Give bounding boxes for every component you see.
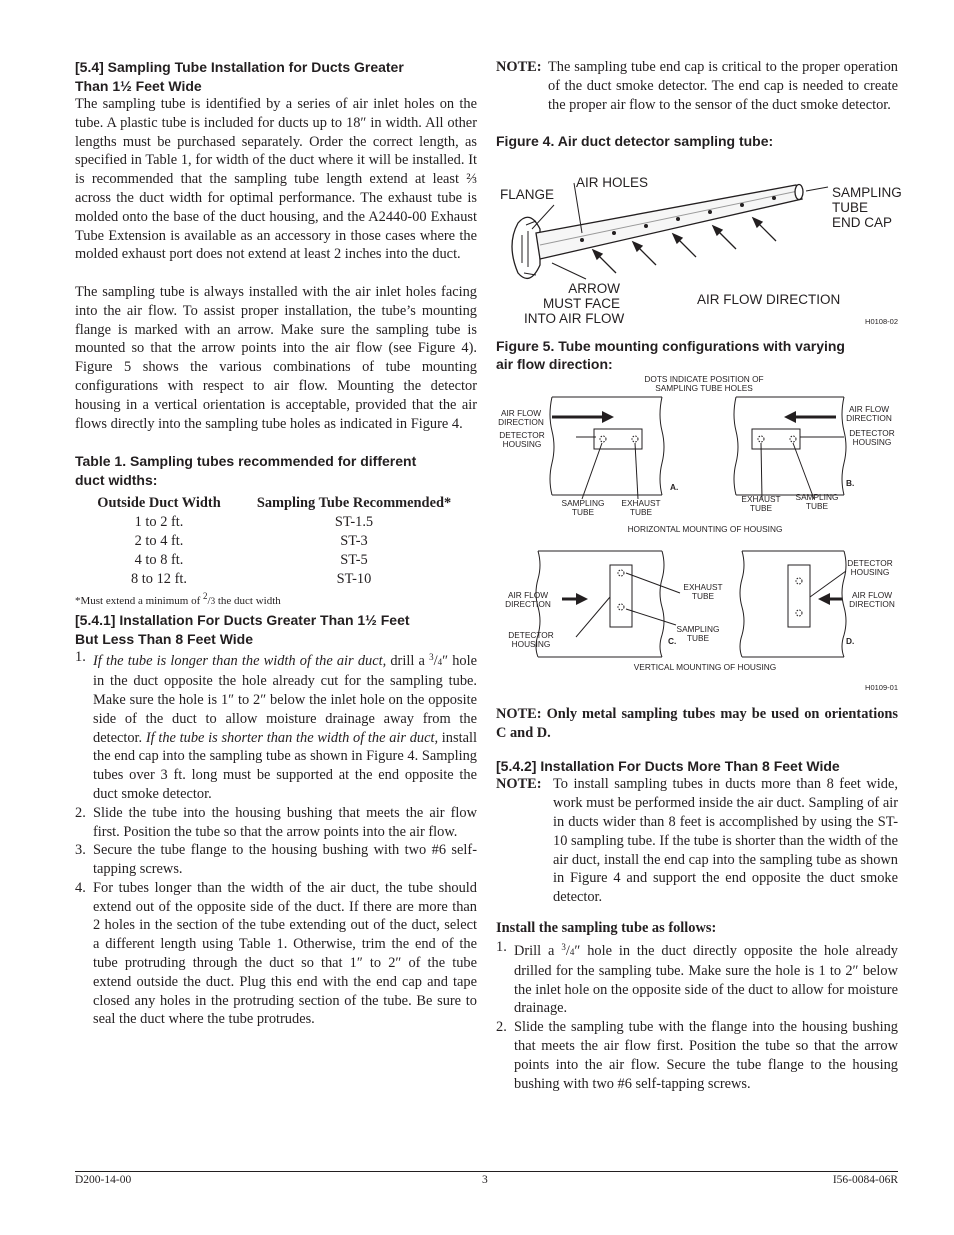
section-5-4-heading: [5.4] Sampling Tube Installation for Ducts Greater Than 1½ Feet Wide: [75, 59, 404, 94]
footer-part-number: I56-0084-06R: [832, 1174, 898, 1186]
table-row: [79, 532, 469, 551]
list-item: 2. Slide the tube into the housing bushing that meets the air flow first. Position the tube so that the arrow points into the air flow.: [75, 804, 477, 840]
section-5-4-paragraph-1: The sampling tube is identified by a series of air inlet holes on the tube. A plastic tube is included for ducts up to 18″ in width. All other lengths must be purchased separately. Order the correct length, as specified in Table 1, for width of the duct where it will be installed. It is recommended that the sampling tube length extend at least ⅔ across the duct width for optimal performance. The exhaust tube is molded onto the base of the duct housing, and the A2440-00 Exhaust Tube Extension is available as an accessory in those cases where the molded exhaust port does not extend at least 2 inches into the duct.: [75, 96, 477, 263]
panel-b-sampling-label: SAMPLING TUBE: [795, 491, 839, 512]
wide-duct-note: NOTE: To install sampling tubes in ducts more than 8 feet wide, work must be performed inside the air duct. Sampling of air in ducts wider than 8 feet is accomplished by using the ST-10 sampling tube. If the tube is shorter than the width of the air duct, install the end cap into the sampling tube as shown in Figure 4 and support the end opposite the duct smoke detector.: [496, 776, 898, 906]
air-holes-label: AIR HOLES: [576, 174, 649, 190]
arrow-note-label: ARROW MUST FACE INTO AIR FLOW: [524, 280, 625, 326]
footer-document-number: D200-14-00: [75, 1174, 132, 1186]
tube-model-cell: ST-3: [340, 532, 368, 549]
table-1-caption: Table 1. Sampling tubes recommended for different duct widths:: [75, 453, 417, 488]
section-5-4-paragraph-2: The sampling tube is always installed with the air inlet holes facing into the air flow. To assist proper installation, the tube’s mounting flange is marked with an arrow. Make sure the sampling tube is mounted so that the arrow points into the air flow (see Figure 4). Figure 5 shows the various combinations of tube mounting configurations with respect to air flow. Mounting the detector housing in a vertical orientation is acceptable, provided that the air flows directly into the sampling tube holes as indicated in Figure 4.: [75, 283, 477, 432]
footer-rule: [75, 1171, 898, 1172]
table-footnote: *Must extend a minimum of $^2$/3 the duct width: [75, 591, 281, 608]
figure-5-mounting-configurations: [496, 375, 898, 697]
page-number: 3: [482, 1174, 488, 1186]
dots-note: DOTS INDICATE POSITION OF SAMPLING TUBE HOLES: [644, 373, 764, 394]
panel-a-airflow-label: AIR FLOW DIRECTION: [498, 407, 544, 428]
figure-4-code: H0108-02: [865, 316, 898, 326]
list-item: 2. Slide the sampling tube with the flange into the housing bushing that meets the air flow first. Position the tube so that the arrow points into the air flow. Secure the tube flange to the housing bushing with two #6 self-tapping screws.: [496, 1019, 898, 1092]
tube-model-cell: ST-10: [336, 570, 372, 587]
vertical-mounting-caption: VERTICAL MOUNTING OF HOUSING: [633, 661, 777, 672]
figure-5-caption: Figure 5. Tube mounting configurations with varying air flow direction:: [496, 337, 845, 373]
panel-c-letter: C.: [668, 635, 677, 646]
duct-width-cell: 2 to 4 ft.: [134, 532, 184, 549]
horizontal-mounting-caption: HORIZONTAL MOUNTING OF HOUSING: [627, 523, 783, 534]
table-row: [79, 551, 469, 570]
duct-width-cell: 4 to 8 ft.: [134, 551, 184, 568]
air-flow-direction-label: AIR FLOW DIRECTION: [697, 291, 841, 307]
section-5-4-2-steps: [496, 938, 898, 1093]
section-5-4-2-heading: [5.4.2] Installation For Ducts More Than 8 Feet Wide: [496, 757, 840, 774]
panel-a-detector-label: DETECTOR HOUSING: [499, 429, 545, 450]
panel-b-exhaust-label: EXHAUST TUBE: [741, 493, 781, 514]
panel-d-letter: D.: [846, 635, 855, 646]
tube-size-table: [79, 493, 469, 588]
panel-a-sampling-label: SAMPLING TUBE: [561, 497, 605, 518]
column-header-tube: Sampling Tube Recommended*: [256, 495, 452, 512]
tube-model-cell: ST-1.5: [334, 514, 374, 531]
install-steps-heading: Install the sampling tube as follows:: [496, 919, 717, 936]
section-5-4-1-steps: [75, 648, 477, 1029]
panel-c-airflow-label: AIR FLOW DIRECTION: [505, 589, 551, 610]
left-column: [75, 58, 477, 1029]
figure-4-caption: Figure 4. Air duct detector sampling tube:: [496, 133, 774, 150]
figure-5-code: H0109-01: [865, 682, 898, 692]
section-5-4-1-heading: [5.4.1] Installation For Ducts Greater Than 1½ Feet But Less Than 8 Feet Wide: [75, 612, 410, 647]
sampling-tube-label: SAMPLING TUBE: [676, 623, 720, 644]
panel-b-letter: B.: [846, 477, 855, 488]
flange-label: FLANGE: [500, 186, 555, 202]
panel-a-letter: A.: [670, 481, 679, 492]
table-row: [79, 570, 469, 589]
end-cap-note: NOTE: The sampling tube end cap is critical to the proper operation of the duct smoke detector. The end cap is needed to create the proper air flow to the sensor of the duct smoke detector.: [496, 59, 898, 113]
figure-4-sampling-tube: [496, 155, 902, 326]
list-item: 3. Secure the tube flange to the housing bushing with two #6 self-tapping screws.: [75, 842, 477, 878]
panel-b-airflow-label: AIR FLOW DIRECTION: [846, 403, 892, 424]
panel-c-detector-label: DETECTOR HOUSING: [508, 629, 554, 650]
panel-d-detector-label: DETECTOR HOUSING: [847, 557, 893, 578]
column-header-duct-width: Outside Duct Width: [97, 495, 221, 512]
end-cap-label: SAMPLING TUBE END CAP: [832, 184, 902, 230]
panel-d-airflow-label: AIR FLOW DIRECTION: [849, 589, 895, 610]
tube-model-cell: ST-5: [340, 551, 368, 568]
panel-a-exhaust-label: EXHAUST TUBE: [621, 497, 661, 518]
list-item: 1. If the tube is longer than the width of the air duct, drill a $^3$/4″ hole in the duct opposite the hole already cut for the sampling tube. Make sure the hole is 1″ to 2″ below the inlet hole on the opposite side of the duct to allow moisture drainage away from the detector. If the tube is shorter than the width of the air duct, install the end cap into the sampling tube as shown in Figure 4. Sampling tubes over 3 ft. long must be supported at the end opposite the duct smoke detector.: [75, 649, 477, 802]
duct-width-cell: 8 to 12 ft.: [131, 570, 187, 587]
list-item: 4. For tubes longer than the width of the air duct, the tube should extend out of the opposite side of the duct. If there are more than 2 holes in the section of the tube extending out of the duct, select a different length using Table 1. Otherwise, trim the end of the tube protruding through the duct so that 1″ to 2″ of the tube extend outside the duct. Plug this end with the end cap and tape closed any holes in the protruding section of the tube. Be sure to seal the duct where the tube protrudes.: [75, 879, 477, 1028]
right-column: [496, 58, 902, 1093]
panel-b-detector-label: DETECTOR HOUSING: [849, 427, 895, 448]
duct-width-cell: 1 to 2 ft.: [134, 514, 184, 531]
exhaust-tube-label: EXHAUST TUBE: [683, 581, 723, 602]
metal-tubes-note: NOTE: Only metal sampling tubes may be used on orientations C and D.: [496, 705, 898, 741]
list-item: 1. Drill a $^3$/4″ hole in the duct directly opposite the hole already drilled for the sampling tube. Make sure the hole is 1 to 2″ below the inlet hole on the opposite side of the duct to allow for moisture drainage.: [496, 938, 898, 1017]
table-row: [79, 513, 469, 532]
